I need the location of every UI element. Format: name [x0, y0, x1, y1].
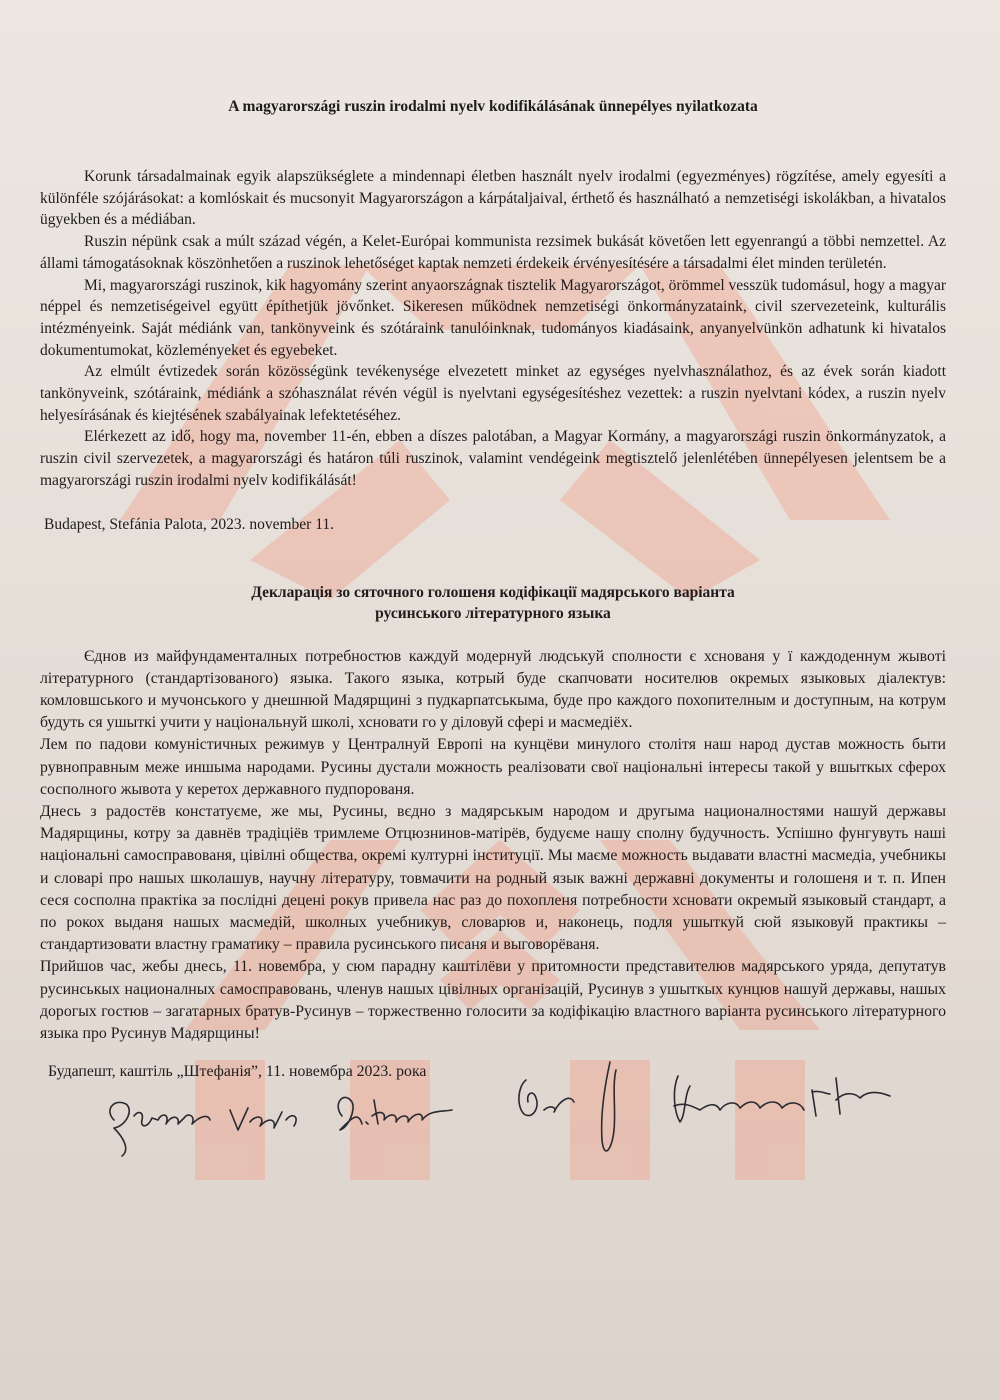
signature-3 [519, 1062, 616, 1151]
hu-place-date: Budapest, Stefánia Palota, 2023. november 11. [44, 515, 334, 533]
signature-4 [674, 1076, 890, 1122]
rusyn-body [40, 646, 946, 1046]
signature-1 [110, 1102, 296, 1156]
ru-place-date: Будапешт, каштіль „Штефанія”, 11. новембра 2023. рока [48, 1063, 427, 1081]
rusyn-title-line-2: русинського літературного языка [375, 604, 611, 622]
ru-paragraph-1: Єднов из майфундаменталных потребностюв каждуй модернуй людськуй сполности є хснованя у ї каждоденнум жывоті літературного (стандартізованого) языка. Такого языка, котрый буде скапчовати носителюв окремых языковых діалектув: комловшського и мучонського у днешнюй Мадярщині з пудкарпатськыма, буде про каждого похопителным и доступным, на котрум будуть ся ушыткі учити у національнуй школі, хсновати го у діловуй сфері и масмедіёх. [40, 647, 946, 732]
hu-paragraph-1: Korunk társadalmainak egyik alapszükséglete a mindennapi életben használt nyelv irodalmi (egyezményes) rögzítése, amely egyesíti a különféle szójárásokat: a komlóskait és mucsonyit Magyarországon a kárpátaljaival, érthető és használható a nemzetiségi iskolákban, a hivatalos ügyekben és a médiában. [40, 168, 946, 229]
hungarian-title: A magyarországi ruszin irodalmi nyelv kodifikálásának ünnepélyes nyilatkozata [228, 98, 758, 115]
hu-paragraph-4: Az elmúlt évtizedek során közösségünk tevékenysége elvezetett minket az egységes nyelvhasználathoz, és az évek során kiadott tankönyveink, szótáraink, médiánk a szóhasználat révén végül is nyelvtani egységesítéshez vezettek: a ruszin nyelvtani kódex, a ruszin nyelv helyesírásának és kiejtésének szabályainak lefektetéséhez. [40, 363, 946, 424]
ru-paragraph-2: Лем по падови комуністичных режимув у Централнуй Европі на кунцёви минулого столітя наш народ дустав можность быти рувноправным меже иншыма народами. Русины дустали можность реалізовати свої національні інтересы такой у вшыткых сферох сосполного жывота у керетох державного пудпорованя. [40, 736, 946, 798]
ru-paragraph-4: Прийшов час, жебы днесь, 11. новембра, у сюм парадну кaштілёви у притомности представителюв мадярського уряда, депутатув русинськых националных самосправовань, членув нашых цівілных організацій, Русинув з ушыткых кунцюв нашуй державы, нашых дорогых гостюв – загатарных братув-Русинув – торжественно голосити за кодіфікацію властного варіанта русинського літературного языка про Русинув Мадярщины! [40, 958, 946, 1042]
signature-2 [338, 1097, 452, 1130]
rusyn-title-line-1: Декларація зо сяточного голошеня кодіфікації мадярського варіанта [251, 583, 735, 601]
hu-paragraph-5: Elérkezett az idő, hogy ma, november 11-én, ebben a díszes palotában, a Magyar Kormány, a magyarországi ruszin önkormányzatok, a ruszin civil szervezetek, a magyarországi és határon túli ruszinok, valamint vendégeink megtisztelő jelenlétében ünnepélyesen jelentsem be a magyarországi ruszin irodalmi nyelv kodifikálását! [40, 428, 946, 489]
signatures [100, 1050, 920, 1170]
rusyn-title [40, 582, 946, 624]
hu-paragraph-2: Ruszin népünk csak a múlt század végén, a Kelet-Európai kommunista rezsimek bukását követően lett egyenrangú a többi nemzettel. Az állami támogatásoknak köszönhetően a ruszinok lehetőséget kaptak nemzeti érdekeik érvényesítésére a társadalmi élet minden területén. [40, 233, 946, 272]
ru-paragraph-3: Днесь з радостёв констатуєме, же мы, Русины, вєдно з мадярськым народом и другыма националностями нашуй державы Мадярщины, котру за давнёв традіцiёв тримлеме Отцюзнинов-матірёв, будуєме нашу сполну будучность. Успішно фунгувуть нашi національні самосправованя, цівілні общества, окремі културні інституції. Мы маєме можность выдавати властні масмедіа, учебникы и словарі про нашых школашув, научну літературу, товмачити на родный язык важні державні документы и голошеня и т. п. Ипен сеся сосполна практіка за послідні децені рокув привела нас раз до похопленя потребности хсновати окремый языковый стандарт, а по рокох выданя нашых масмедій, школных учебникув, словарюв и, наконець, подля ушыткуй сюй языковуй практикы – стандартизовати властну граматику – правила русинського писаня и выговорёваня. [40, 802, 946, 954]
hungarian-body [40, 166, 946, 492]
hu-paragraph-3: Mi, magyarországi ruszinok, kik hagyomány szerint anyaországnak tisztelik Magyarországot, örömmel vesszük tudomásul, hogy a magyar néppel és nemzetiségeivel együtt építhetjük jövőnket. Sikeresen működnek nemzetiségi önkormányzataink, civil szervezeteink, kulturális intézményeink. Saját médiánk van, tankönyveink és szótáraink tanulóinknak, tudományos kiadásaink, anyanyelvünkön adhatunk ki hivatalos dokumentumokat, közleményeket és egyebeket. [40, 276, 946, 359]
